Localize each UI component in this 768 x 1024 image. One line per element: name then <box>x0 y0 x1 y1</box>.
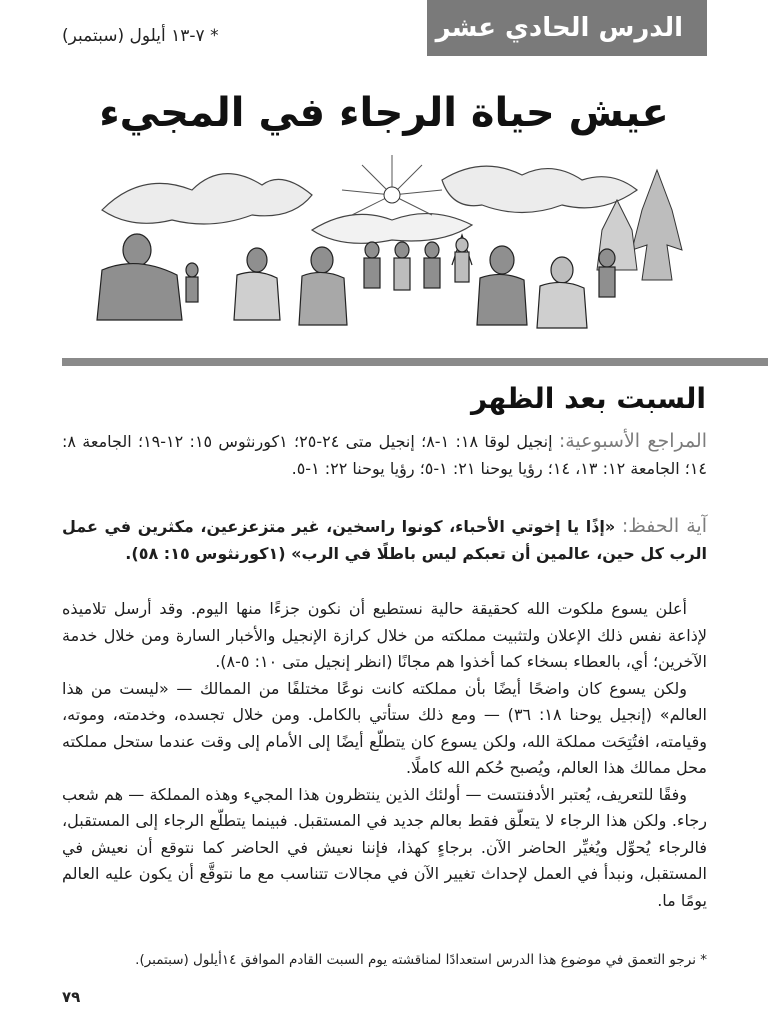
memory-verse-label: آية الحفظ: <box>621 515 707 537</box>
section-heading: السبت بعد الظهر <box>471 382 706 415</box>
lesson-label-text: الدرس الحادي عشر <box>435 13 683 43</box>
body-text <box>62 596 707 914</box>
paragraph-3: وفقًا للتعريف، يُعتبر الأدفنتست — أولئك الذين ينتظرون هذا المجيء وهذه المملكة — هم شعب رجاء. ولكن هذا الرجاء لا يتعلّق فقط بعالم جديد في المستقبل. فبينما يتطلّع الرجاء إلى المستقبل، فالرجاء يُحوِّل ويُغيِّر الحاضر الآن. برجاءٍ كهذا، فإننا نعيش في الحاضر كما نتوقع أن نعيش في المستقبل، ونبدأ في العمل لإحداث تغيير الآن في مجالات تتناسب مع ما نتوقَّع أن يكون عليه العالم يومًا ما. <box>62 784 707 910</box>
section-divider <box>62 358 768 366</box>
memory-verse <box>62 513 707 567</box>
second-coming-illustration <box>82 150 712 340</box>
weekly-references <box>62 428 707 482</box>
page-number: ٧٩ <box>62 988 81 1006</box>
lesson-label <box>427 0 707 56</box>
memory-verse-text: «إذًا يا إخوتي الأحباء، كونوا راسخين، غير متزعزعين، مكثرين في عمل الرب كل حين، عالمين أن تعبكم ليس باطلًا في الرب» (١كورنثوس ١٥: ٥٨). <box>62 517 707 563</box>
paragraph-2: ولكن يسوع كان واضحًا أيضًا بأن مملكته كانت نوعًا مختلفًا من الممالك — «ليست من هذا العالم» (إنجيل يوحنا ١٨: ٣٦) — ومع ذلك ستأتي بالكامل. ومن خلال تجسده، وخدمته، وموته، وقيامته، افتُتِحَت مملكة الله، ولكن يسوع كان يتطلّع أيضًا إلى الأمام إلى وقت عندما ستحل مملكته محل ممالك هذا العالم، ويُصبح حُكم الله كاملًا. <box>62 678 708 777</box>
paragraph-1: أعلن يسوع ملكوت الله كحقيقة حالية نستطيع أن نكون جزءًا منها اليوم. وقد أرسل تلاميذه لإذاعة نفس ذلك الإعلان ولتثبيت مملكته من خلال كرازة الإنجيل والأخبار السارة ومن خلال خدمة الآخرين؛ أي، بالعطاء بسخاء كما أخذوا هم مجانًا (انظر إنجيل متى ١٠: ٥-٨). <box>62 599 707 671</box>
footnote: * نرجو التعمق في موضوع هذا الدرس استعدادًا لمناقشته يوم السبت القادم الموافق ١٤أيلول (سبتمبر). <box>135 952 707 968</box>
references-text: إنجيل لوقا ١٨: ١-٨؛ إنجيل متى ٢٤-٢٥؛ ١كورنثوس ١٥: ١٢-١٩؛ الجامعة ٨: ١٤؛ الجامعة ١٢: ١٣، ١٤؛ رؤيا يوحنا ٢١: ١-٥؛ رؤيا يوحنا ٢٢: ١-٥. <box>62 432 707 478</box>
references-label: المراجع الأسبوعية: <box>558 430 708 452</box>
lesson-date: * ٧-١٣ أيلول (سبتمبر) <box>62 26 219 46</box>
page-title: عيش حياة الرجاء في المجيء <box>99 90 669 136</box>
